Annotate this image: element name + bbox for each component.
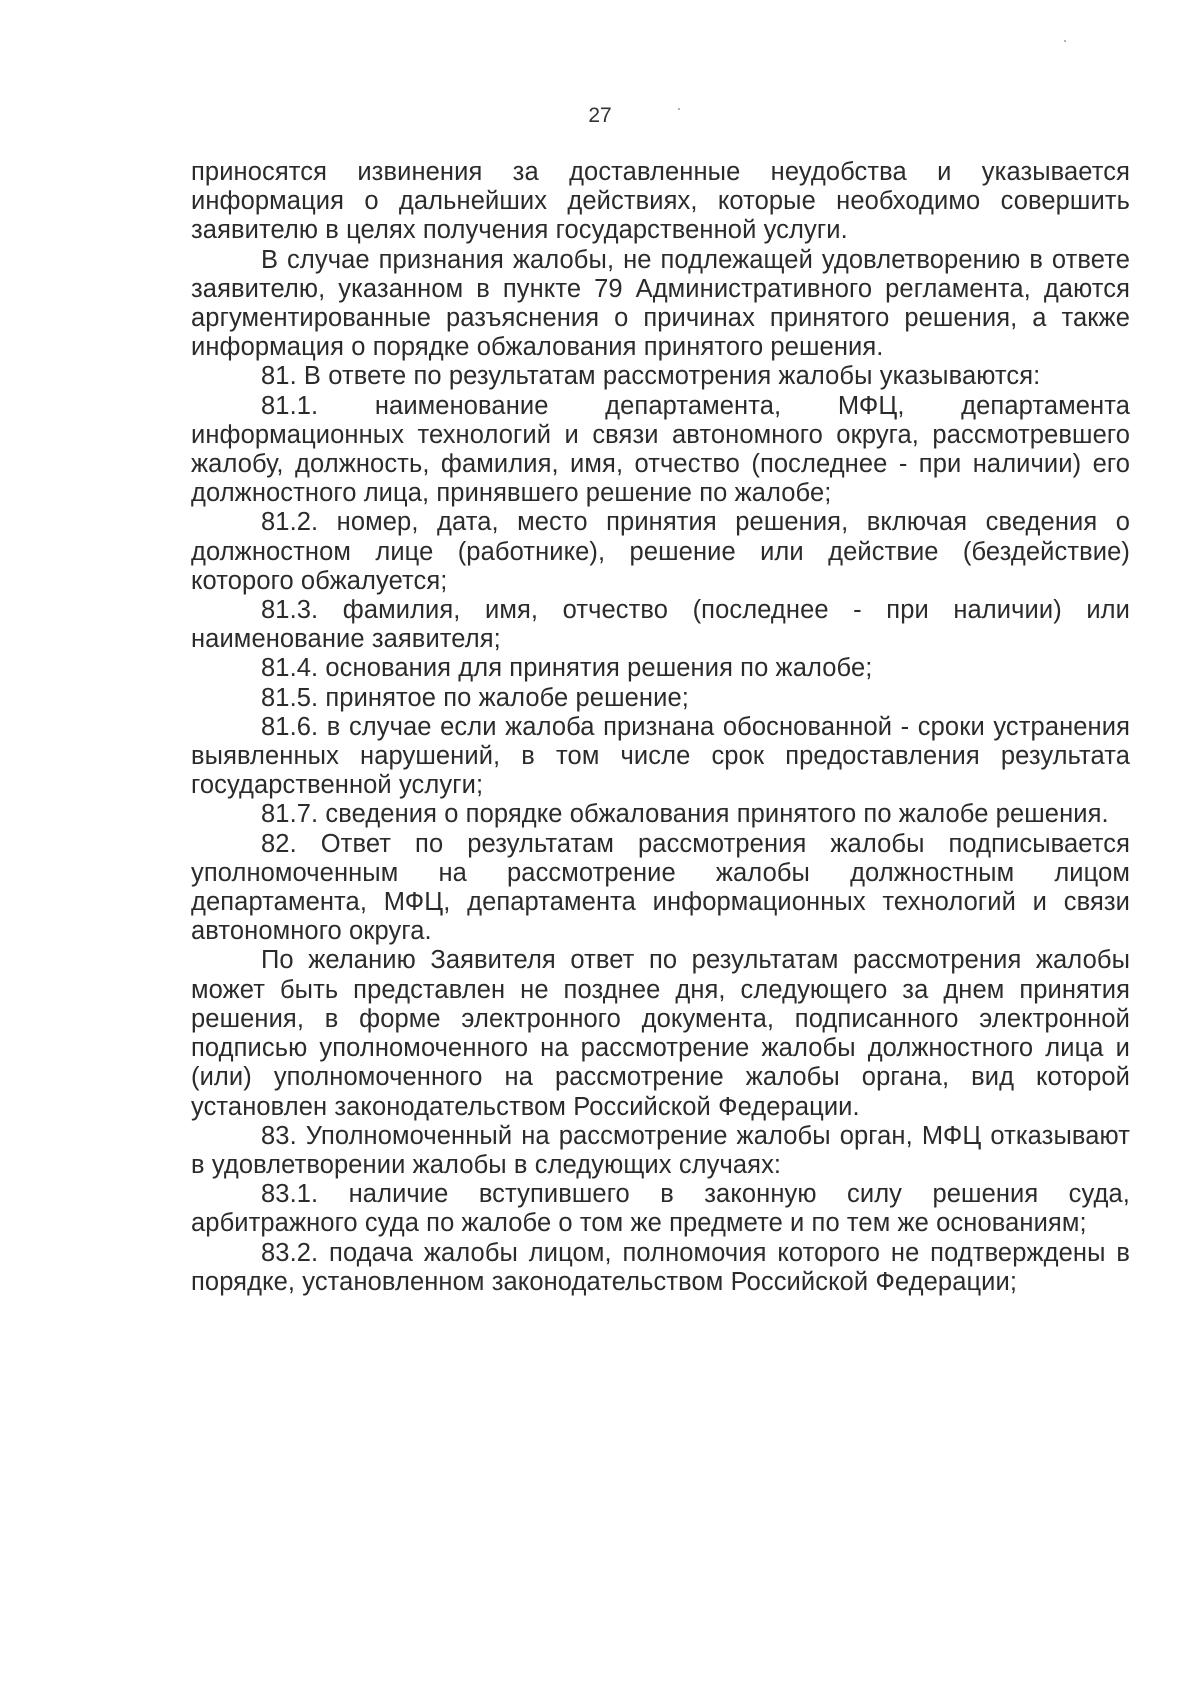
paragraph: 82. Ответ по результатам рассмотрения жалобы подписывается уполномоченным на рассмотрение жалобы должностным лицом департамента, МФЦ, департамента информационных технологий и связи автономного округа. xyxy=(191,829,1130,946)
paragraph: 83.1. наличие вступившего в законную силу решения суда, арбитражного суда по жалобе о том же предмете и по тем же основаниям; xyxy=(191,1180,1130,1238)
paragraph: приносятся извинения за доставленные неудобства и указывается информация о дальнейших действиях, которые необходимо совершить заявителю в целях получения государственной услуги. xyxy=(191,158,1130,245)
paragraph: По желанию Заявителя ответ по результатам рассмотрения жалобы может быть представлен не позднее дня, следующего за днем принятия решения, в форме электронного документа, подписанного электронной подписью уполномоченного на рассмотрение жалобы должностного лица и (или) уполномоченного на рассмотрение жалобы органа, вид которой установлен законодательством Российской Федерации. xyxy=(191,946,1130,1121)
paragraph: 81.2. номер, дата, место принятия решения, включая сведения о должностном лице (работнике), решение или действие (бездействие) которого обжалуется; xyxy=(191,508,1130,595)
paragraph: В случае признания жалобы, не подлежащей удовлетворению в ответе заявителю, указанном в пункте 79 Административного регламента, даются аргументированные разъяснения о причинах принятого решения, а также информация о порядке обжалования принятого решения. xyxy=(191,245,1130,362)
paragraph: 83. Уполномоченный на рассмотрение жалобы орган, МФЦ отказывают в удовлетворении жалобы в следующих случаях: xyxy=(191,1121,1130,1179)
document-body xyxy=(191,158,1130,1297)
paragraph: 83.2. подача жалобы лицом, полномочия которого не подтверждены в порядке, установленном законодательством Российской Федерации; xyxy=(191,1238,1130,1296)
page-number: 27 xyxy=(588,104,612,127)
scan-speck xyxy=(1064,40,1066,42)
paragraph: 81.6. в случае если жалоба признана обоснованной - сроки устранения выявленных нарушений, в том числе срок предоставления результата государственной услуги; xyxy=(191,712,1130,800)
paragraph: 81.7. сведения о порядке обжалования принятого по жалобе решения. xyxy=(261,800,1109,829)
paragraph: 81.3. фамилия, имя, отчество (последнее - при наличии) или наименование заявителя; xyxy=(191,596,1130,654)
paragraph: 81.5. принятое по жалобе решение; xyxy=(261,683,689,712)
paragraph: 81.1. наименование департамента, МФЦ, департамента информационных технологий и связи автономного округа, рассмотревшего жалобу, должность, фамилия, имя, отчество (последнее - при наличии) его должностного лица, принявшего решение по жалобе; xyxy=(191,391,1130,508)
paragraph: 81. В ответе по результатам рассмотрения жалобы указываются: xyxy=(261,362,1041,391)
paragraph: 81.4. основания для принятия решения по жалобе; xyxy=(261,654,873,683)
